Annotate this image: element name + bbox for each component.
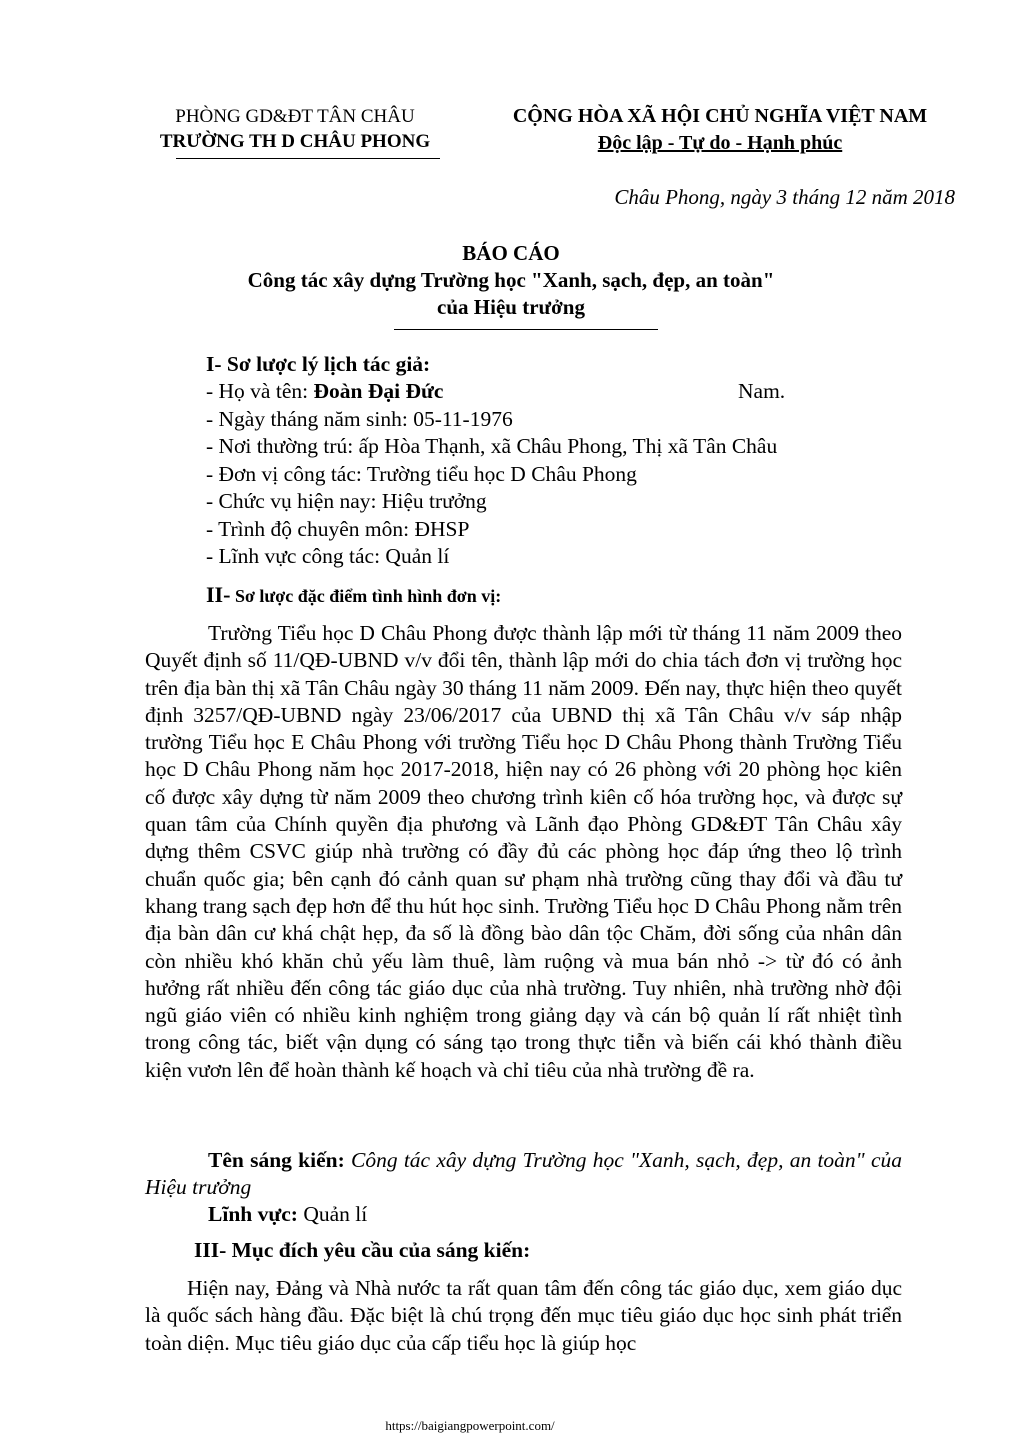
initiative-label: Tên sáng kiến: [208,1148,345,1172]
author-info [206,378,786,571]
initiative-name [145,1147,902,1202]
report-title-main: BÁO CÁO [462,241,560,265]
info-line: - Đơn vị công tác: Trường tiểu học D Châu Phong [206,461,637,486]
section-3-heading: III- Mục đích yêu cầu của sáng kiến: [194,1238,531,1262]
report-title-sub: Công tác xây dựng Trường học "Xanh, sạch, đẹp, an toàn" [247,268,775,292]
department-name: PHÒNG GD&ĐT TÂN CHÂU [175,106,415,127]
field-value: Quản lí [297,1202,368,1226]
author-gender: Nam. [738,379,786,403]
initiative-value: Công tác xây dựng Trường học "Xanh, sạch, đẹp, an toàn" của Hiệu trưởng [145,1148,902,1200]
header-left-divider [176,158,440,159]
school-name: TRƯỜNG TH D CHÂU PHONG [159,131,431,152]
unit-description-paragraph: Trường Tiểu học D Châu Phong được thành lập mới từ tháng 11 năm 2009 theo Quyết định số 11/QĐ-UBND v/v đổi tên, thành lập mới do chia tách đơn vị trường học trên địa bàn thị xã Tân Châu ngày 30 tháng 11 năm 2009. Đến nay, thực hiện theo quyết định 3257/QĐ-UBND ngày 23/06/2017 của UBND thị xã Tân Châu v/v sáp nhập trường Tiểu học E Châu Phong với trường Tiểu học D Châu Phong thành Trường Tiểu học D Châu Phong năm học 2017-2018, hiện nay có 26 phòng với 20 phòng học kiên cố được xây dựng từ năm 2009 theo chương trình kiên cố hóa trường học, và được sự quan tâm của Chính quyền địa phương và Lãnh đạo Phòng GD&ĐT Tân Châu xây dựng thêm CSVC giúp nhà trường có đầy đủ các phòng học đáp ứng theo lộ trình chuẩn quốc gia; bên cạnh đó cảnh quan sư phạm nhà trường cũng thay đổi và đầu tư khang trang sạch đẹp hơn để thu hút học sinh. Trường Tiểu học D Châu Phong nằm trên địa bàn dân cư khá chật hẹp, đa số là đồng bào dân tộc Chăm, đời sống của nhân dân còn nhiều khó khăn chủ yếu làm thuê, làm ruộng và mua bán nhỏ -> từ đó có ảnh hưởng rất nhiều đến công tác giáo dục của nhà trường. Tuy nhiên, nhà trường nhờ đội ngũ giáo viên có nhiều kinh nghiệm trong giảng dạy và cán bộ quản lí rất nhiệt tình trong công tác, biết vận dụng có sáng tạo trong thực tiễn và biến cái khó thành điều kiện vươn lên để hoàn thành kế hoạch và chỉ tiêu của nhà trường đề ra. [145,621,902,1082]
info-line: - Trình độ chuyên môn: ĐHSP [206,516,470,541]
info-line: - Ngày tháng năm sinh: 05-11-1976 [206,406,513,431]
field-label: Lĩnh vực: [208,1202,298,1226]
title-divider [394,329,658,330]
footer-url: https://baigiangpowerpoint.com/ [385,1418,555,1433]
purpose-paragraph: Hiện nay, Đảng và Nhà nước ta rất quan tâm đến công tác giáo dục, xem giáo dục là quốc sách hàng đầu. Đặc biệt là chú trọng đến mục tiêu giáo dục học sinh phát triển toàn diện. Mục tiêu giáo dục của cấp tiểu học là giúp học [145,1276,902,1355]
section-2-title: Sơ lược đặc điểm tình hình đơn vị: [230,586,502,606]
report-title-sub2: của Hiệu trưởng [437,295,585,319]
report-title [150,240,872,321]
document-date: Châu Phong, ngày 3 tháng 12 năm 2018 [614,185,955,209]
section-1-heading: I- Sơ lược lý lịch tác giả: [206,352,431,376]
name-label: - Họ và tên: [206,379,314,403]
info-line: - Lĩnh vực công tác: Quản lí [206,544,450,568]
section-2-heading [206,582,501,608]
info-line: - Nơi thường trú: ấp Hòa Thạnh, xã Châu Phong, Thị xã Tân Châu [206,434,778,458]
author-name-line [206,378,786,406]
info-line: - Chức vụ hiện nay: Hiệu trưởng [206,489,487,513]
author-name: Đoàn Đại Đức [313,379,444,403]
section-2-number: II- [206,582,231,607]
national-motto: Độc lập - Tự do - Hạnh phúc [597,132,843,154]
nation-name: CỘNG HÒA XÃ HỘI CHỦ NGHĨA VIỆT NAM [512,105,928,127]
initiative-field [208,1202,367,1227]
issuing-authority [134,104,456,154]
national-heading [474,103,966,157]
